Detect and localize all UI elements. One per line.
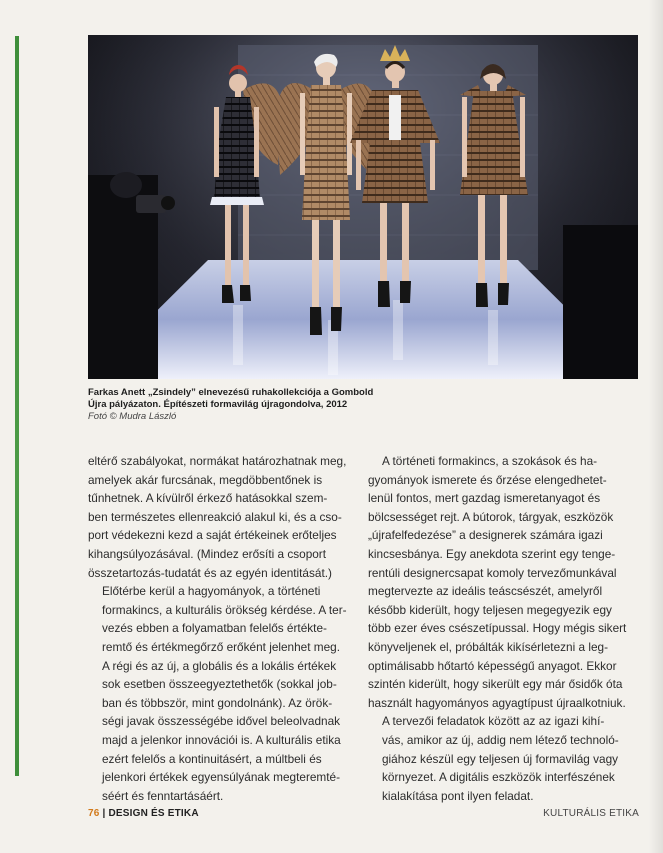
text-line: ségi javak összességébe idővel beleolvadnak [102, 714, 341, 729]
text-line: sok esetben összeegyeztethetők (sokkal job- [102, 677, 337, 692]
text-line: ben természetes ellenreakció alakul ki, és a cso- [88, 509, 342, 524]
text-line: A tervezői feladatok között az az igazi kihí- [382, 714, 605, 729]
text-line: port védekezni kezd a saját értékeinek erőteljes [88, 528, 337, 543]
paragraph [368, 452, 638, 712]
chapter-title: KULTURÁLIS ETIKA [543, 808, 639, 819]
runway-photo [88, 35, 638, 379]
text-line: A történeti formakincs, a szokások és ha- [382, 454, 598, 468]
text-line: séért és fenntartásáért. [102, 788, 224, 803]
text-line: remtő és értékmegőrző erőként jelenhet meg. [102, 639, 341, 654]
text-line: gyományok ismerete és őrzése elengedhetet- [368, 472, 607, 487]
text-line: rentúli designercsapat komoly tervezőmunkával [368, 565, 617, 580]
text-line: könyveljenek el, próbálták kikísérletezni a leg- [368, 639, 608, 654]
text-line: kincsesbányа. Egy anekdota szerint egy tenge- [368, 546, 616, 561]
text-line: formakincs, a kulturális örökség kérdése. A ter- [102, 602, 347, 617]
footer-separator: | [99, 808, 109, 819]
text-line: kialakítása pont ilyen feladat. [382, 788, 534, 803]
text-line: megtervezte az ideális teáscsészét, amelyről [368, 584, 603, 599]
text-line: vezés ebben a folyamatban felelős értékte- [102, 621, 327, 636]
section-title: DESIGN ÉS ETIKA [108, 808, 199, 819]
photo-caption [88, 387, 448, 423]
text-line: jelenkori értékek egyensúlyának megteremté- [102, 770, 341, 785]
text-line: A régi és az új, a globális és a lokális értékek [102, 658, 337, 673]
text-line: „újrafelfedezése” a designerek számára igazi [368, 528, 603, 543]
text-line: összetartozás-tudatát és az egyén identitását.) [88, 565, 332, 580]
text-line: eltérő szabályokat, normákat határozhatnak meg, [88, 454, 347, 468]
text-line: több ezer éves csészetípussal. Hogy mégis sikert [368, 621, 627, 636]
text-line: optimálisabb hőtartó képességű anyagot. Ekkor [368, 658, 617, 673]
body-column-right [368, 452, 638, 805]
text-line: tűnhetnek. A kívülről érkező hatásokkal szem- [88, 491, 328, 506]
page-number: 76 [88, 808, 100, 819]
caption-title-line-1: Farkas Anett „Zsindely” elnevezésű ruhakollekciója a Gombold [88, 387, 374, 398]
text-line: bölcsességet rejt. A bútorok, tárgyak, eszközök [368, 509, 614, 524]
text-line: használt hagyományos agyagtípust újraalkotniuk. [368, 695, 626, 710]
paragraph [88, 452, 358, 582]
runway-scene [88, 35, 638, 379]
binding-strip [15, 36, 19, 776]
text-line: ezért felelős a kontinuitásért, a múltbeli és [102, 751, 322, 766]
text-line: ban és többször, mint gondolnánk). Az örök- [102, 695, 333, 710]
text-line: lenül fontos, mert gazdag ismeretanyagot és [368, 491, 601, 506]
page-fold-shadow [649, 0, 663, 853]
text-line: amelyek akár furcsának, megdöbbentőnek is [88, 472, 323, 487]
text-line: vás, amikor az új, addig nem létező technoló- [382, 732, 619, 747]
text-line: szintén kiderült, hogy sikerült egy már ősidők óta [368, 677, 623, 692]
audience-right [563, 225, 638, 379]
photo-credit: Fotó © Mudra László [88, 411, 177, 422]
text-line: környezet. A digitális eszközök interfészének [382, 770, 615, 785]
text-line: majd a jelenkor innovációi is. A kulturális etika [102, 732, 341, 747]
text-line: giához készül egy teljesen új formavilág vagy [382, 751, 619, 766]
text-line: később kiderült, hogy teljesen megegyezik egy [368, 602, 612, 617]
text-line: Előtérbe kerül a hagyományok, a történeti [102, 584, 321, 599]
paragraph [368, 712, 638, 805]
body-column-left [88, 452, 358, 805]
text-line: kihangsúlyozásával. (Mindez erősíti a csoport [88, 546, 327, 561]
paragraph [88, 582, 358, 805]
caption-title-line-2: Újra pályázaton. Építészeti formavilág újragondolva, 2012 [88, 399, 348, 410]
footer-left [88, 808, 199, 819]
